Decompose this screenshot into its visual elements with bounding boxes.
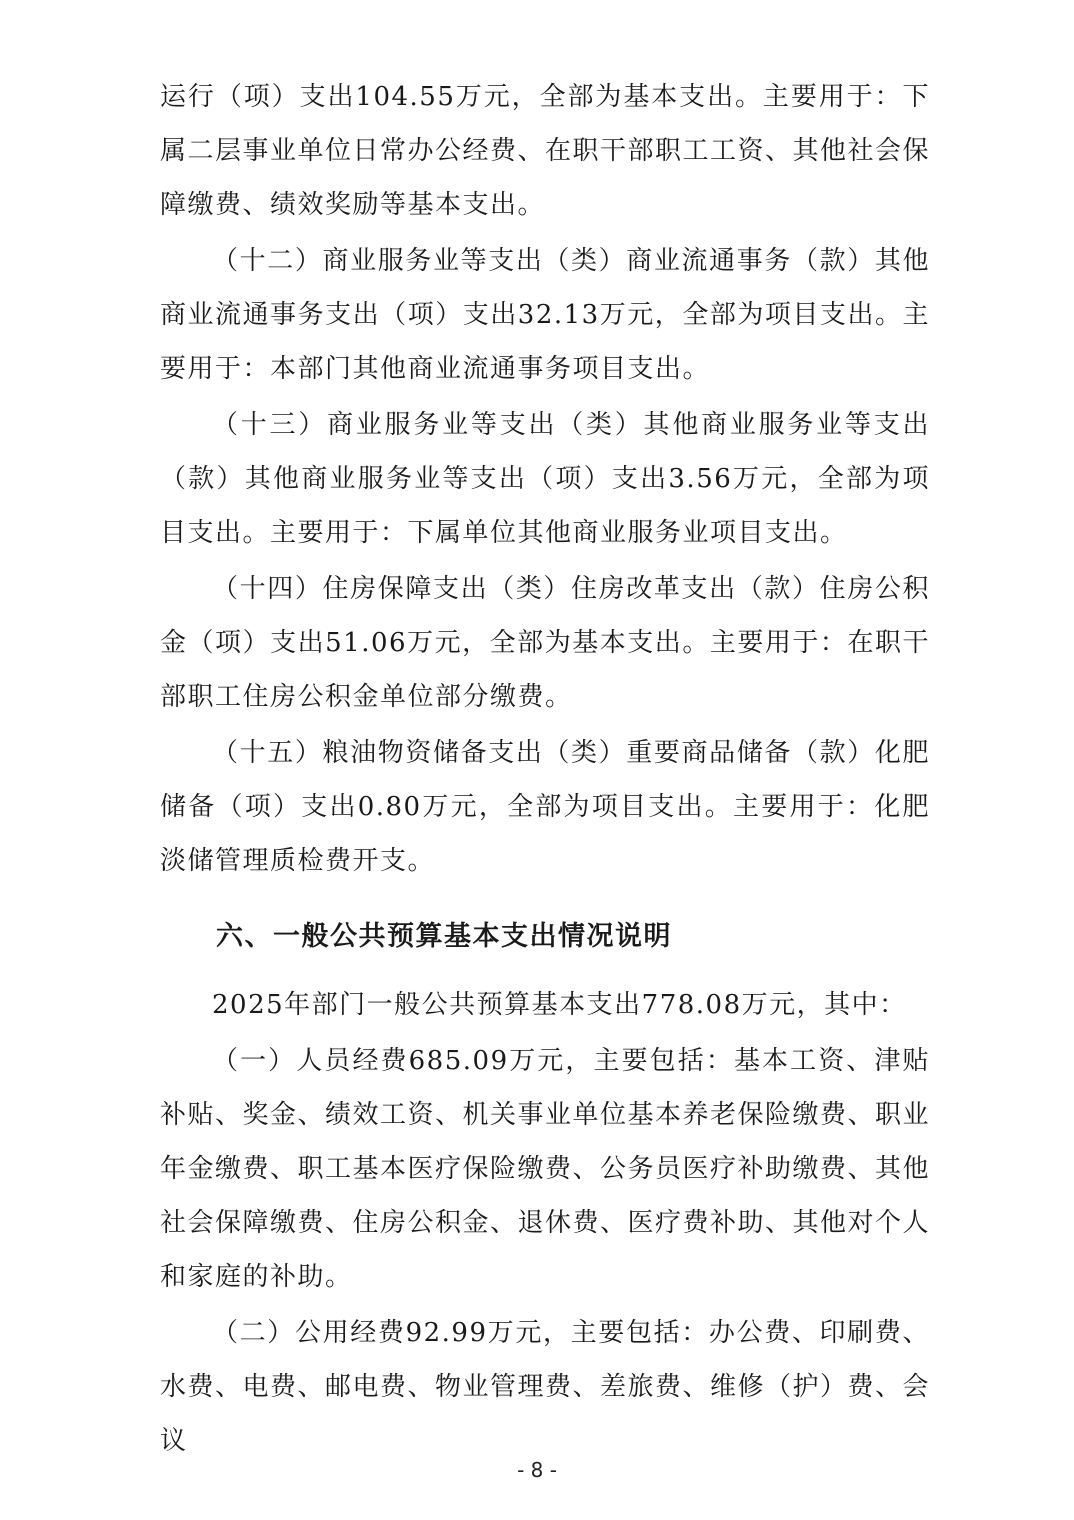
document-body [160,70,930,1470]
paragraph-basic-expenditure-summary: 2025年部门一般公共预算基本支出778.08万元，其中： [212,990,907,1020]
paragraph-item-14: （十四）住房保障支出（类）住房改革支出（款）住房公积金（项）支出51.06万元，全部为基本支出。主要用于：在职干部职工住房公积金单位部分缴费。 [160,574,930,712]
paragraph-item-12: （十二）商业服务业等支出（类）商业流通事务（款）其他商业流通事务支出（项）支出32.13万元，全部为项目支出。主要用于：本部门其他商业流通事务项目支出。 [160,246,930,384]
paragraph-public-expenses: （二）公用经费92.99万元，主要包括：办公费、印刷费、水费、电费、邮电费、物业管理费、差旅费、维修（护）费、会议 [160,1318,931,1456]
paragraph-personnel-expenses: （一）人员经费685.09万元，主要包括：基本工资、津贴补贴、奖金、绩效工资、机关事业单位基本养老保险缴费、职业年金缴费、职工基本医疗保险缴费、公务员医疗补助缴费、其他社会保障缴费、住房公积金、退休费、医疗费补助、其他对个人和家庭的补助。 [160,1046,931,1292]
paragraph-item-13: （十三）商业服务业等支出（类）其他商业服务业等支出（款）其他商业服务业等支出（项）支出3.56万元，全部为项目支出。主要用于：下属单位其他商业服务业项目支出。 [160,410,930,548]
section-heading-6: 六、一般公共预算基本支出情况说明 [216,921,672,952]
paragraph-item-15: （十五）粮油物资储备支出（类）重要商品储备（款）化肥储备（项）支出0.80万元，全部为项目支出。主要用于：化肥淡储管理质检费开支。 [160,738,930,876]
paragraph-continued-item-11: 运行（项）支出104.55万元，全部为基本支出。主要用于：下属二层事业单位日常办公经费、在职干部职工工资、其他社会保障缴费、绩效奖励等基本支出。 [160,82,931,220]
page-number: - 8 - [517,1458,557,1482]
